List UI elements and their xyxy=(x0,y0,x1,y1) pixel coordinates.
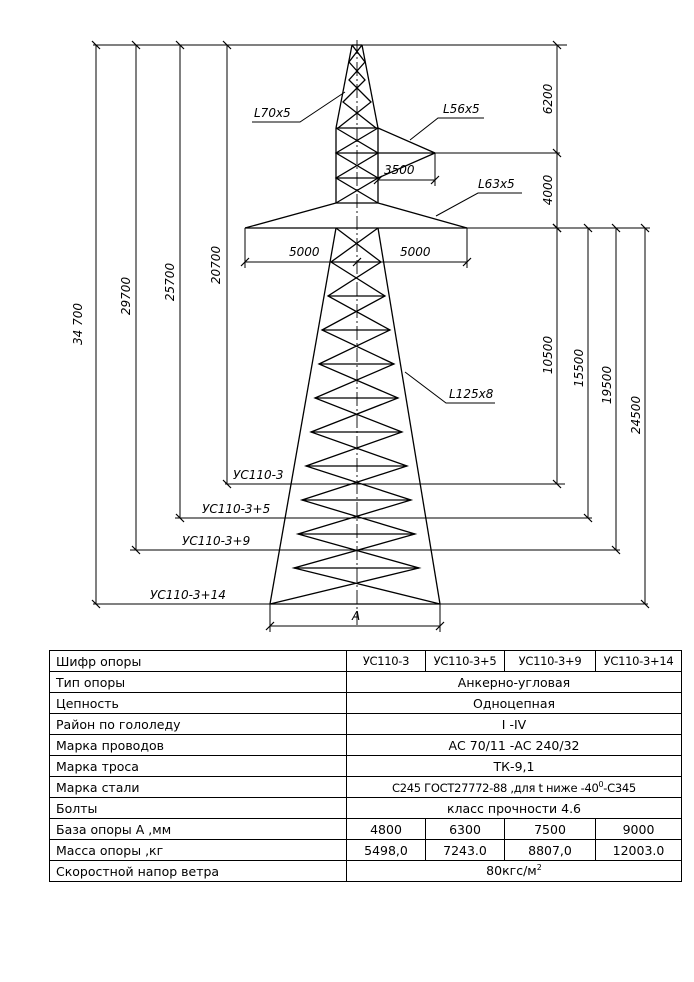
row-label: Тип опоры xyxy=(50,672,347,693)
table-cell: ТК-9,1 xyxy=(347,756,682,777)
dim-5000-right: 5000 xyxy=(400,245,431,259)
dim-34700: 34 700 xyxy=(71,303,85,345)
dim-19500: 19500 xyxy=(600,365,614,405)
tower-structure xyxy=(245,45,467,604)
dim-15500: 15500 xyxy=(572,348,586,388)
member-l63x5: L63x5 xyxy=(478,177,515,191)
table-row xyxy=(50,651,682,672)
table-cell: 5498,0 xyxy=(347,840,426,861)
degree-superscript: 0 xyxy=(598,779,604,789)
table-cell: УС110-3+5 xyxy=(426,651,505,672)
row-label: Район по гололеду xyxy=(50,714,347,735)
table-cell: 8807,0 xyxy=(505,840,596,861)
table-cell: Анкерно-угловая xyxy=(347,672,682,693)
dim-4000: 4000 xyxy=(541,174,555,206)
table-cell: 9000 xyxy=(596,819,682,840)
dim-24500: 24500 xyxy=(629,395,643,435)
row-label: Скоростной напор ветра xyxy=(50,861,347,882)
table-row xyxy=(50,861,682,882)
dim-25700: 25700 xyxy=(163,262,177,302)
row-label: Масса опоры ,кг xyxy=(50,840,347,861)
dim-10500: 10500 xyxy=(541,335,555,375)
table-row xyxy=(50,819,682,840)
member-l125x8: L125x8 xyxy=(449,387,494,401)
dim-29700: 29700 xyxy=(119,276,133,316)
table-cell: УС110-3+14 xyxy=(596,651,682,672)
table-row xyxy=(50,693,682,714)
table-cell: Одноцепная xyxy=(347,693,682,714)
table-row xyxy=(50,756,682,777)
specification-table xyxy=(49,650,682,882)
dim-5000-left: 5000 xyxy=(289,245,320,259)
table-cell: АС 70/11 -АС 240/32 xyxy=(347,735,682,756)
extension-lines xyxy=(93,45,650,604)
table-row xyxy=(50,840,682,861)
row-label: Болты xyxy=(50,798,347,819)
row-label: Цепность xyxy=(50,693,347,714)
table-cell: УС110-3 xyxy=(347,651,426,672)
table-cell xyxy=(347,861,682,882)
table-row xyxy=(50,777,682,798)
tier-label-us110-3-14: УС110-3+14 xyxy=(150,588,226,602)
table-cell: 12003.0 xyxy=(596,840,682,861)
row-label: Марка стали xyxy=(50,777,347,798)
row-label: База опоры А ,мм xyxy=(50,819,347,840)
table-row xyxy=(50,714,682,735)
dim-6200: 6200 xyxy=(541,83,555,115)
tier-label-us110-3-5: УС110-3+5 xyxy=(202,502,271,516)
table-cell: I -IV xyxy=(347,714,682,735)
table-cell: УС110-3+9 xyxy=(505,651,596,672)
right-dimension-lines xyxy=(557,45,645,604)
dim-3500: 3500 xyxy=(384,163,415,177)
row-label: Шифр опоры xyxy=(50,651,347,672)
steel-grade-tail: -С345 xyxy=(603,780,636,795)
steel-grade-text: С245 ГОСТ27772-88 ,для t ниже -40 xyxy=(392,780,599,795)
wind-pressure-text: 80кгс/м xyxy=(486,863,537,879)
member-leaders xyxy=(101,92,522,604)
row-label: Марка проводов xyxy=(50,735,347,756)
member-l56x5: L56x5 xyxy=(443,102,480,116)
table-row xyxy=(50,735,682,756)
base-width-label: А xyxy=(352,609,361,623)
table-cell: 7500 xyxy=(505,819,596,840)
table-cell: класс прочности 4.6 xyxy=(347,798,682,819)
dim-20700: 20700 xyxy=(209,245,223,285)
tier-label-us110-3-9: УС110-3+9 xyxy=(182,534,251,548)
squared-superscript: 2 xyxy=(536,863,542,873)
table-cell: 7243.0 xyxy=(426,840,505,861)
table-cell xyxy=(347,777,682,798)
left-dimension-lines xyxy=(96,45,227,604)
tier-label-us110-3: УС110-3 xyxy=(233,468,284,482)
member-l70x5: L70x5 xyxy=(254,106,291,120)
table-cell: 4800 xyxy=(347,819,426,840)
row-label: Марка троса xyxy=(50,756,347,777)
table-row xyxy=(50,798,682,819)
table-row xyxy=(50,672,682,693)
table-cell: 6300 xyxy=(426,819,505,840)
